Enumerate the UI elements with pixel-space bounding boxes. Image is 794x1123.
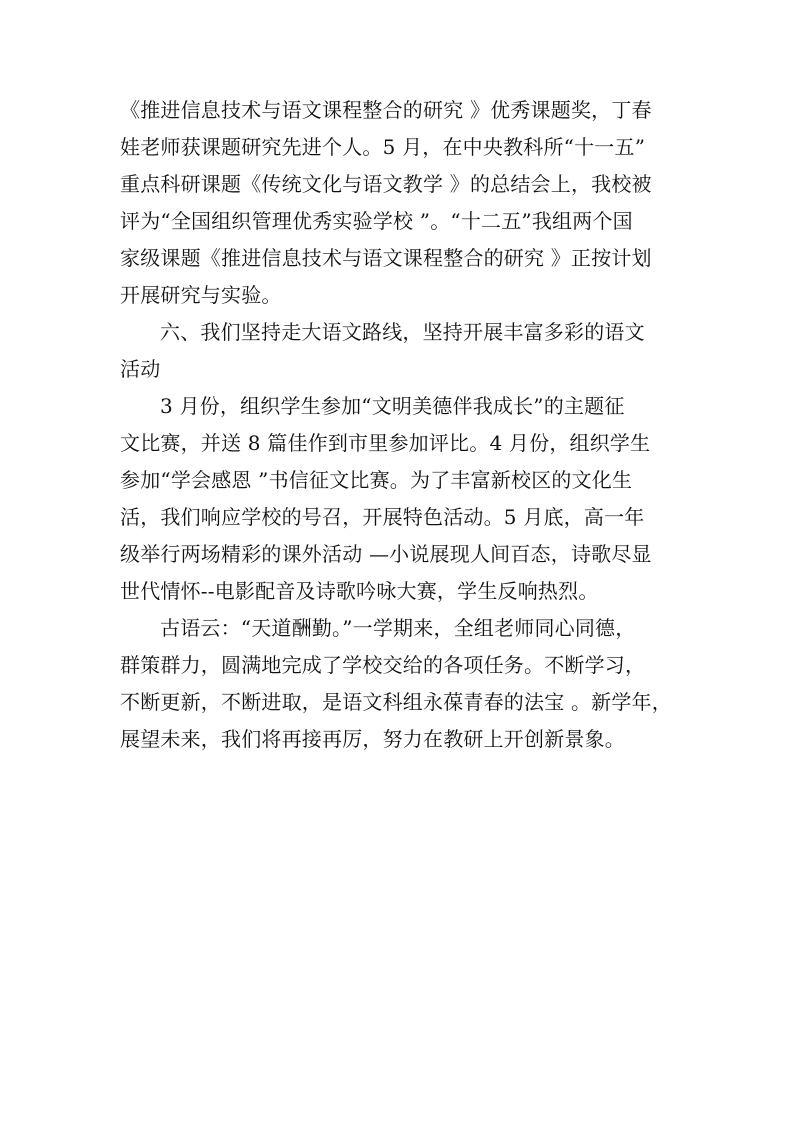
paragraph-activities [120,388,676,610]
text-line: 参加“学会感恩 ”书信征文比赛。为了丰富新校区的文化生 [120,468,633,492]
text-line: 娃老师获课题研究先进个人。5 月，在中央教科所“十一五” [120,135,646,159]
paragraph-conclusion [120,610,676,758]
text-line: 活动 [120,357,161,381]
paragraph-awards [120,92,676,314]
body-text [120,92,676,758]
text-line: 文比赛，并送 8 篇佳作到市里参加评比。4 月份，组织学生 [120,431,651,455]
text-line: 家级课题《推进信息技术与语文课程整合的研究 》正按计划 [120,246,652,270]
text-line: 世代情怀--电影配音及诗歌吟咏大赛，学生反响热烈。 [120,579,599,603]
text-line: 级举行两场精彩的课外活动 —小说展现人间百态，诗歌尽显 [120,542,652,566]
text-line: 展望未来，我们将再接再厉，努力在教研上开创新景象。 [120,727,625,751]
text-line: 六、我们坚持走大语文路线，坚持开展丰富多彩的语文 [160,320,645,344]
text-line: 重点科研课题《传统文化与语文教学 》的总结会上，我校被 [120,172,652,196]
text-line: 《推进信息技术与语文课程整合的研究 》优秀课题奖，丁春 [120,98,652,122]
text-line: 活，我们响应学校的号召，开展特色活动。5 月底，高一年 [120,505,645,529]
text-line: 开展研究与实验。 [120,283,282,307]
text-line: 古语云：“天道酬勤。”一学期来，全组老师同心同德， [160,616,636,640]
text-line: 不断更新，不断进取，是语文科组永葆青春的法宝 。新学年， [120,690,672,714]
text-line: 群策群力，圆满地完成了学校交给的各项任务。不断学习， [120,653,646,677]
section-heading-six [120,314,676,388]
text-line: 3 月份，组织学生参加“文明美德伴我成长”的主题征 [160,394,625,418]
text-line: 评为“全国组织管理优秀实验学校 ”。“十二五”我组两个国 [120,209,633,233]
